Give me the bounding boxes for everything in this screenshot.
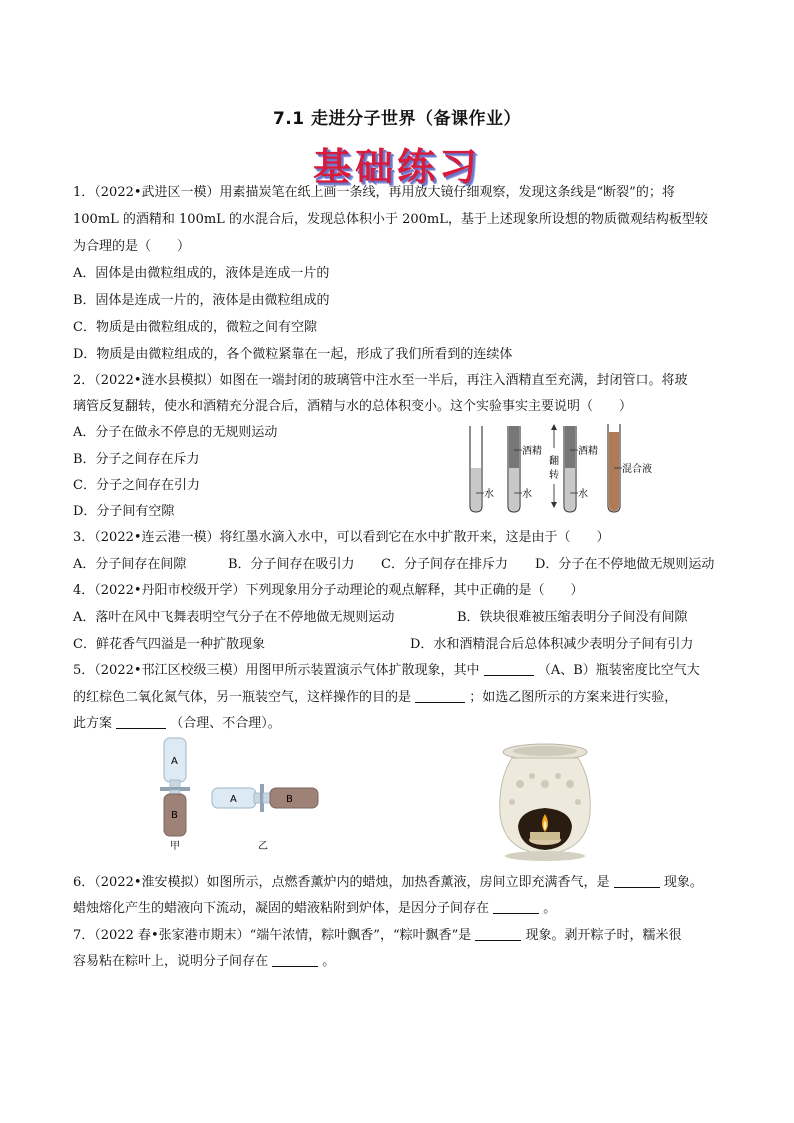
q1-stem-line-3: 为合理的是（ ）	[73, 239, 191, 254]
q6-blank-1[interactable]	[614, 874, 660, 888]
tube-2-alcohol-label: 酒精	[522, 446, 542, 457]
aroma-burner-figure	[490, 740, 600, 864]
q1-stem-line-2: 100mL 的酒精和 100mL 的水混合后，发现总体积小于 200mL，基于上述现象所设想的物质微观结构板型较	[73, 212, 708, 227]
yi-label-b: B	[286, 794, 293, 805]
q6-stem-line-2	[73, 900, 556, 918]
jia-caption: 甲	[170, 841, 180, 852]
q7-stem-line-2	[73, 953, 335, 971]
flip-arrow	[549, 424, 559, 508]
q3-option-d: D．分子在不停地做无规则运动	[535, 557, 715, 572]
q6-text-2a: 蜡烛熔化产生的蜡液向下流动，凝固的蜡液粘附到炉体，是因分子间存在	[73, 901, 490, 916]
q6-text-1a: 6．（2022•淮安模拟）如图所示，点燃香薰炉内的蜡烛，加热香薰液，房间立即充满香气，是	[73, 875, 610, 890]
q4-stem: 4．（2022•丹阳市校级开学）下列现象用分子动理论的观点解释，其中正确的是（ ）	[73, 583, 584, 598]
q2-option-a: A．分子在做永不停息的无规则运动	[73, 425, 278, 440]
q5-text-3a: 此方案	[73, 716, 113, 731]
q1-stem-line-1: 1．（2022•武进区一模）用素描炭笔在纸上画一条线，再用放大镜仔细观察，发现这条线是“断裂”的；将	[73, 185, 675, 200]
flip-label-2: 转	[549, 470, 559, 481]
q1-option-d: D．物质是由微粒组成的，各个微粒紧靠在一起，形成了我们所看到的连续体	[73, 347, 513, 362]
q5-text-1a: 5．（2022•邗江区校级三模）用图甲所示装置演示气体扩散现象，其中	[73, 663, 480, 678]
q7-text-1a: 7．（2022 春•张家港市期末）“端午浓情，粽叶飘香”，“粽叶飘香”是	[73, 928, 472, 943]
q4-option-b: B．铁块很难被压缩表明分子间没有间隙	[457, 610, 688, 625]
tube-3	[564, 426, 598, 512]
q5-stem-line-1	[73, 662, 700, 680]
tube-4-mixture-label: 混合液	[622, 464, 652, 475]
q5-stem-line-2	[73, 689, 677, 707]
q7-stem-line-1	[73, 927, 682, 945]
q6-text-2b: 。	[543, 901, 557, 916]
tube-2-water-label: 水	[522, 489, 532, 500]
yi-label-a: A	[230, 794, 237, 805]
q3-option-a: A．分子间存在间隙	[73, 557, 187, 572]
tube-2	[508, 426, 542, 512]
q2-option-b: B．分子之间存在斥力	[73, 452, 200, 467]
q6-stem-line-1	[73, 874, 703, 892]
q2-option-c: C．分子之间存在引力	[73, 478, 200, 493]
bottle-setup-jia	[160, 738, 190, 852]
q5-text-2a: 的红棕色二氧化氮气体，另一瓶装空气，这样操作的目的是	[73, 690, 412, 705]
section-banner: 基础练习	[312, 145, 481, 189]
flip-label-1: 翻	[549, 456, 559, 467]
q6-text-1b: 现象。	[663, 875, 703, 890]
q3-stem: 3．（2022•连云港一模）将红墨水滴入水中，可以看到它在水中扩散开来，这是由于（ ）	[73, 530, 610, 545]
q1-option-b: B．固体是连成一片的，液体是由微粒组成的	[73, 293, 330, 308]
q5-blank-3[interactable]	[116, 715, 166, 729]
q2-stem-line-2: 璃管反复翻转，使水和酒精充分混合后，酒精与水的总体积变小。这个实验事实主要说明（ ）	[73, 399, 633, 414]
q5-blank-1[interactable]	[484, 662, 534, 676]
q7-blank-1[interactable]	[475, 927, 521, 941]
tube-3-alcohol-label: 酒精	[578, 446, 598, 457]
q4-option-a: A．落叶在风中飞舞表明空气分子在不停地做无规则运动	[73, 610, 395, 625]
q4-option-d: D．水和酒精混合后总体积减少表明分子间有引力	[410, 637, 694, 652]
tube-1	[470, 426, 494, 512]
q2-option-d: D．分子间有空隙	[73, 504, 175, 519]
jia-label-b: B	[171, 810, 178, 821]
q3-option-b: B．分子间存在吸引力	[228, 557, 355, 572]
gas-diffusion-figure	[140, 734, 340, 852]
q7-text-2b: 。	[322, 954, 336, 969]
q6-blank-2[interactable]	[493, 900, 539, 914]
q5-stem-line-3	[73, 715, 281, 733]
q5-blank-2[interactable]	[415, 689, 465, 703]
tube-experiment-figure	[462, 418, 652, 518]
q1-option-c: C．物质是由微粒组成的，微粒之间有空隙	[73, 320, 317, 335]
yi-caption: 乙	[258, 841, 268, 852]
page-title: 7.1 走进分子世界（备课作业）	[272, 109, 522, 129]
jia-label-a: A	[171, 756, 178, 767]
q7-text-1b: 现象。剥开粽子时，糯米很	[525, 928, 682, 943]
q5-text-3b: （合理、不合理）。	[170, 716, 281, 731]
q7-text-2a: 容易粘在粽叶上，说明分子间存在	[73, 954, 269, 969]
bottle-setup-yi	[212, 784, 318, 852]
tube-3-water-label: 水	[578, 489, 588, 500]
q1-option-a: A．固体是由微粒组成的，液体是连成一片的	[73, 266, 330, 281]
q5-text-1b: （A、B）瓶装密度比空气大	[537, 663, 700, 678]
q4-option-c: C．鲜花香气四溢是一种扩散现象	[73, 637, 265, 652]
q3-option-c: C．分子间存在排斥力	[381, 557, 508, 572]
q5-text-2b: ；如选乙图所示的方案来进行实验，	[469, 690, 678, 705]
tube-1-water-label: 水	[484, 489, 494, 500]
q7-blank-2[interactable]	[272, 953, 318, 967]
tube-4	[608, 424, 652, 512]
q2-stem-line-1: 2．（2022•涟水县模拟）如图在一端封闭的玻璃管中注水至一半后，再注入酒精直至充满，封闭管口。将玻	[73, 373, 688, 388]
